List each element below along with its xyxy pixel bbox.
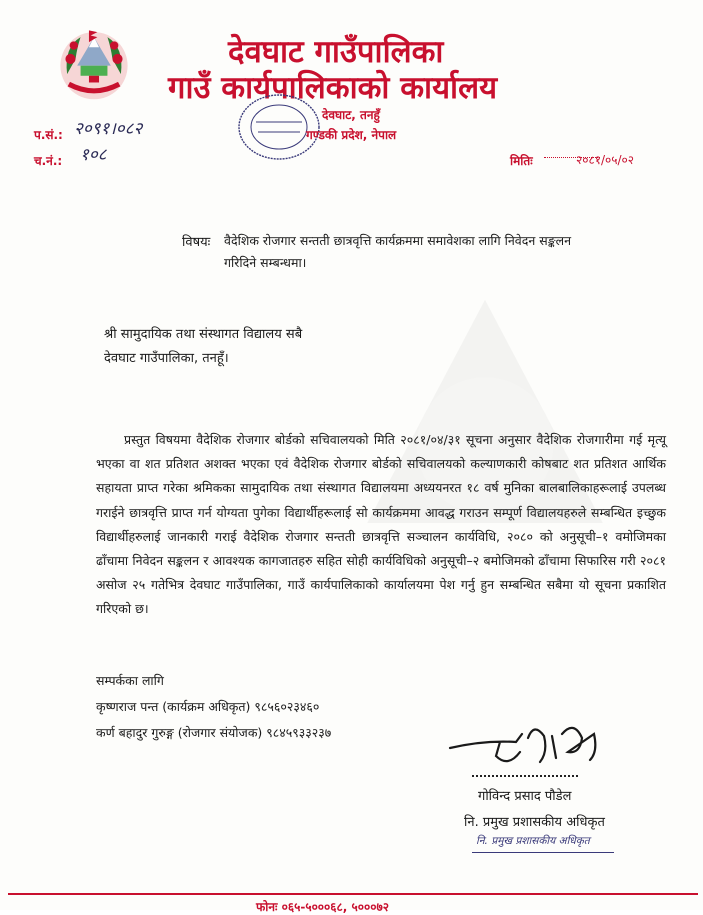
cn-label: च.नं.: xyxy=(34,154,63,168)
signature-dotted-line xyxy=(472,775,578,777)
handwritten-signature-icon xyxy=(444,712,614,782)
date-value: २०८१/०५/०२ xyxy=(576,153,635,167)
nepal-government-emblem-icon xyxy=(52,22,136,106)
signatory-name: गोविन्द प्रसाद पौडेल xyxy=(478,789,572,804)
recipient-line1: श्री सामुदायिक तथा संस्थागत विद्यालय सबै xyxy=(104,327,303,342)
subject-line2: गरिदिने सम्बन्धमा। xyxy=(224,255,307,270)
ps-label: प.सं.: xyxy=(34,128,63,142)
date-label: मितिः xyxy=(510,154,533,168)
footer-divider xyxy=(8,893,698,895)
cn-value: १०८ xyxy=(80,145,107,165)
office-title-line2: गाउँ कार्यपालिकाको कार्यालय xyxy=(168,70,498,106)
contact-person1: कृष्णराज पन्त (कार्यक्रम अधिकृत) ९८५६०२३४६० xyxy=(96,699,320,714)
office-address-line1: देवघाट, तनहुँ xyxy=(322,108,380,122)
office-title-line1: देवघाट गाउँपालिका xyxy=(228,34,444,70)
subject-label: विषयः xyxy=(182,235,211,250)
office-address-line2: गण्डकी प्रदेश, नेपाल xyxy=(306,128,397,142)
contacts-heading: सम्पर्कका लागि xyxy=(96,673,164,688)
recipient-line2: देवघाट गाउँपालिका, तनहूँ। xyxy=(104,351,229,366)
body-paragraph: प्रस्तुत विषयमा वैदेशिक रोजगार बोर्डको सचिवालयको मिति २०८१/०४/३१ सूचना अनुसार वैदेशिक रोजगारीमा गई मृत्यू भएका वा शत प्रतिशत अशक्त भएका एवं वैदेशिक रोजगार बोर्डको सचिवालयको कल्याणकारी कोषबाट शत प्रतिशत आर्थिक सहायता प्राप्त गरेका श्रमिकका सामुदायिक तथा संस्थागत विद्यालयमा अध्ययनरत १८ वर्ष मुनिका बालबालिकाहरूलाई उपलब्ध गराईने छात्रवृत्ति प्राप्त गर्न योग्यता पुगेका विद्यार्थीहरूलाई सो कार्यक्रममा आवद्ध गराउन सम्पूर्ण विद्यालयहरुले सम्बन्धित इच्छुक विद्यार्थीहरुलाई जानकारी गराई वैदेशिक रोजगार सन्तती छात्रवृत्ति सञ्चालन कार्यविधि, २०८० को अनुसूची–१ वमोजिमका ढाँचामा निवेदन सङ्कलन र आवश्यक कागजातहरु सहित सोही कार्यविधिको अनुसूची–२ बमोजिमको ढाँचामा सिफारिस गरी २०८१ असोज २५ गतेभित्र देवघाट गाउँपालिका, गाउँ कार्यपालिकाको कार्यालयमा पेश गर्नु हुन सम्बन्धित सबैमा यो सूचना प्रकाशित गरिएको छ। xyxy=(96,432,666,617)
subject-line1: वैदेशिक रोजगार सन्तती छात्रवृत्ति कार्यक्रममा समावेशका लागि निवेदन सङ्कलन xyxy=(224,233,572,248)
seal-underline xyxy=(472,852,614,853)
signatory-title: नि. प्रमुख प्रशासकीय अधिकृत xyxy=(464,815,605,830)
contact-person2: कर्ण बहादुर गुरुङ्ग (रोजगार संयोजक) ९८४५९३३२३७ xyxy=(96,725,332,740)
footer-phone: फोनः ०६५-५०००६८, ५०००७२ xyxy=(256,900,389,914)
ps-value: २०९१।०८२ xyxy=(74,119,143,139)
signatory-seal-stamp: नि. प्रमुख प्रशासकीय अधिकृत xyxy=(476,835,590,847)
